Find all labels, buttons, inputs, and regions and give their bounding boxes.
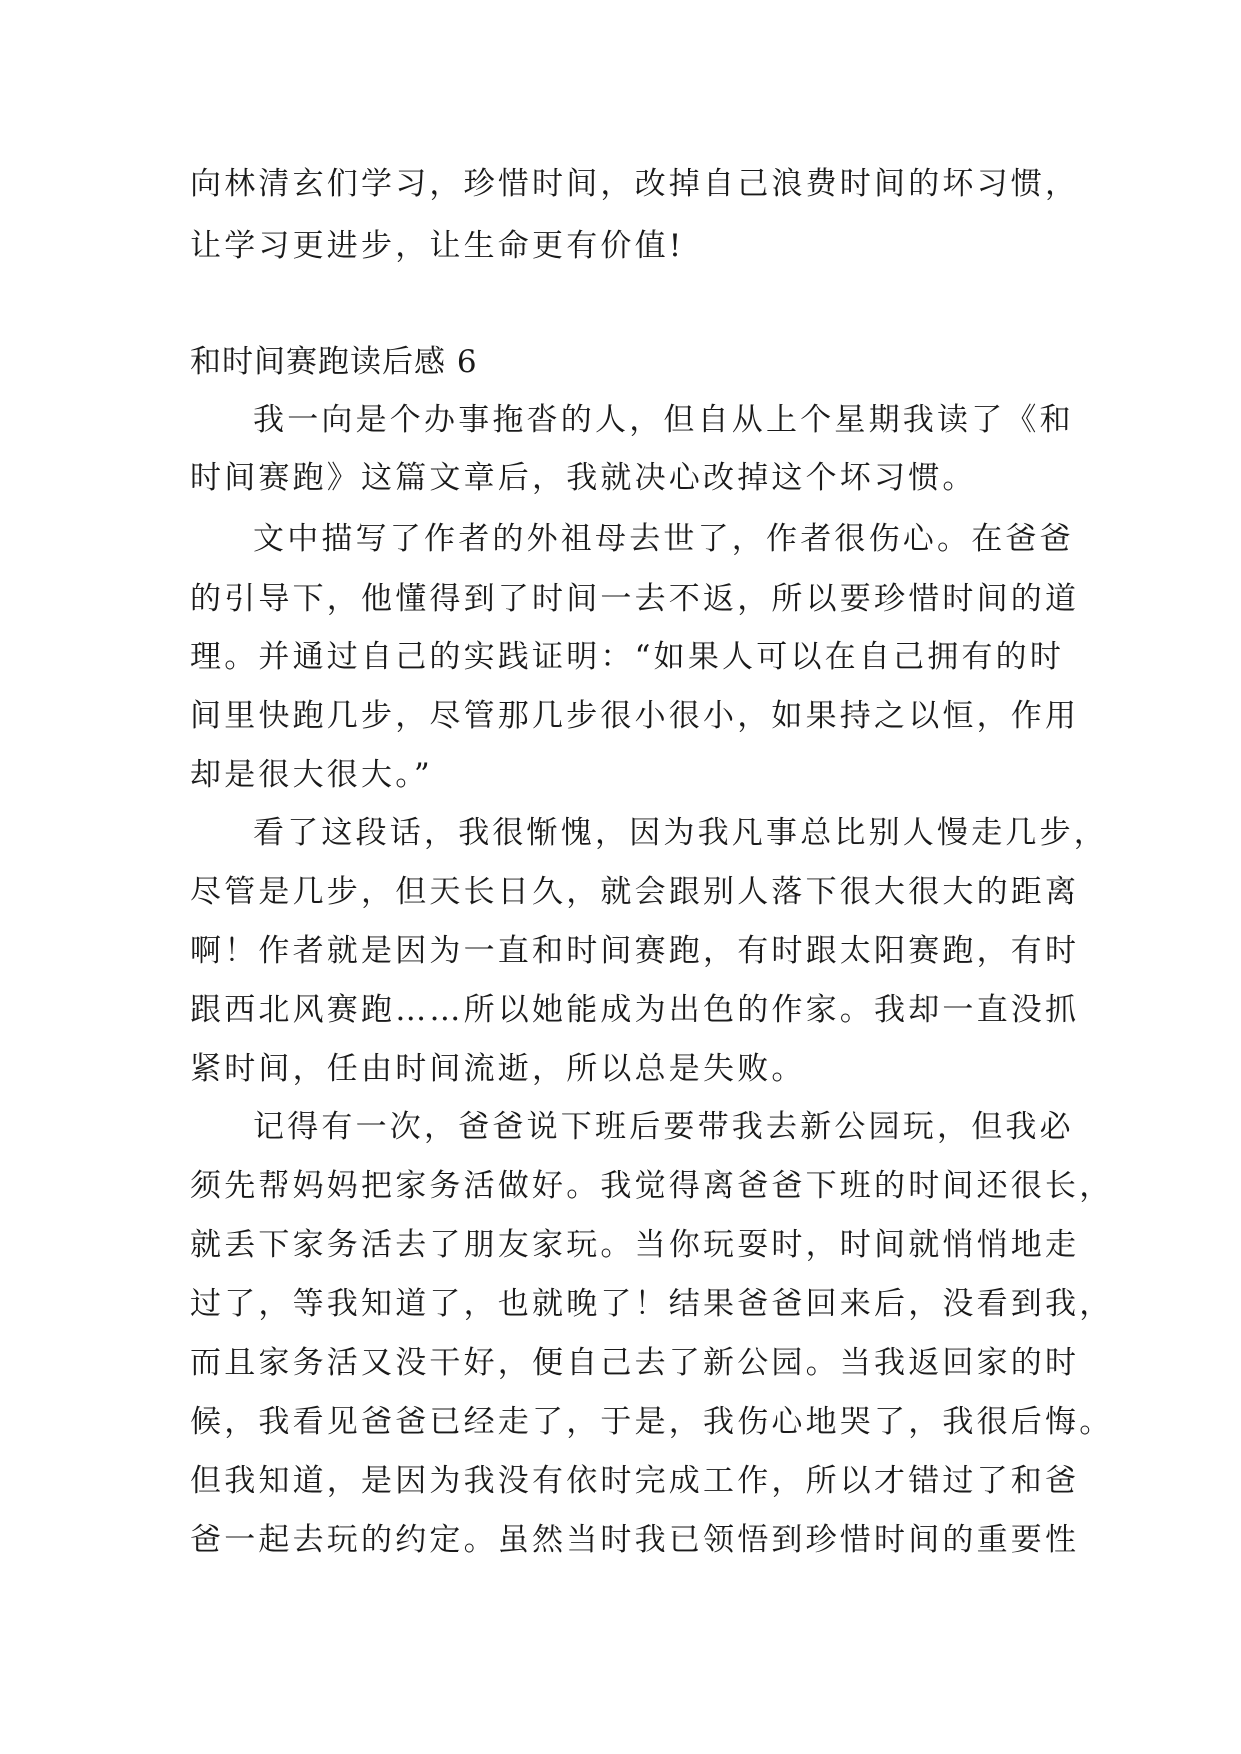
intro-line-1: 向林清玄们学习，珍惜时间，改掉自己浪费时间的坏习惯， (190, 166, 1080, 202)
paragraph-3-line-1: 看了这段话，我很惭愧，因为我凡事总比别人慢走几步， (253, 815, 1108, 851)
paragraph-2-line-2: 的引导下，他懂得到了时间一去不返，所以要珍惜时间的道 (190, 581, 1080, 617)
paragraph-3-line-5: 紧时间，任由时间流逝，所以总是失败。 (190, 1051, 806, 1087)
paragraph-2-line-4: 间里快跑几步，尽管那几步很小很小，如果持之以恒，作用 (190, 698, 1080, 734)
paragraph-4-line-5: 而且家务活又没干好，便自己去了新公园。当我返回家的时 (190, 1345, 1080, 1381)
section-heading: 和时间赛跑读后感 6 (190, 344, 478, 380)
paragraph-4-line-6: 候，我看见爸爸已经走了，于是，我伤心地哭了，我很后悔。 (190, 1404, 1114, 1440)
paragraph-4-line-2: 须先帮妈妈把家务活做好。我觉得离爸爸下班的时间还很长， (190, 1168, 1114, 1204)
paragraph-2-line-3: 理。并通过自己的实践证明：“如果人可以在自己拥有的时 (190, 639, 1065, 675)
paragraph-1-line-2: 时间赛跑》这篇文章后，我就决心改掉这个坏习惯。 (190, 460, 977, 496)
paragraph-3-line-4: 跟西北风赛跑……所以她能成为出色的作家。我却一直没抓 (190, 992, 1080, 1028)
paragraph-4-line-8: 爸一起去玩的约定。虽然当时我已领悟到珍惜时间的重要性 (190, 1522, 1080, 1558)
paragraph-2-line-1: 文中描写了作者的外祖母去世了，作者很伤心。在爸爸 (253, 521, 1074, 557)
paragraph-4-line-1: 记得有一次，爸爸说下班后要带我去新公园玩，但我必 (253, 1109, 1074, 1145)
paragraph-3-line-2: 尽管是几步，但天长日久，就会跟别人落下很大很大的距离 (190, 874, 1080, 910)
paragraph-4-line-4: 过了，等我知道了，也就晚了！结果爸爸回来后，没看到我， (190, 1286, 1114, 1322)
intro-line-2: 让学习更进步，让生命更有价值! (190, 228, 685, 264)
paragraph-1-line-1: 我一向是个办事拖沓的人，但自从上个星期我读了《和 (253, 402, 1074, 438)
paragraph-4-line-3: 就丢下家务活去了朋友家玩。当你玩耍时，时间就悄悄地走 (190, 1227, 1080, 1263)
paragraph-3-line-3: 啊！作者就是因为一直和时间赛跑，有时跟太阳赛跑，有时 (190, 933, 1080, 969)
paragraph-2-line-5: 却是很大很大。” (190, 757, 433, 793)
paragraph-4-line-7: 但我知道，是因为我没有依时完成工作，所以才错过了和爸 (190, 1463, 1080, 1499)
